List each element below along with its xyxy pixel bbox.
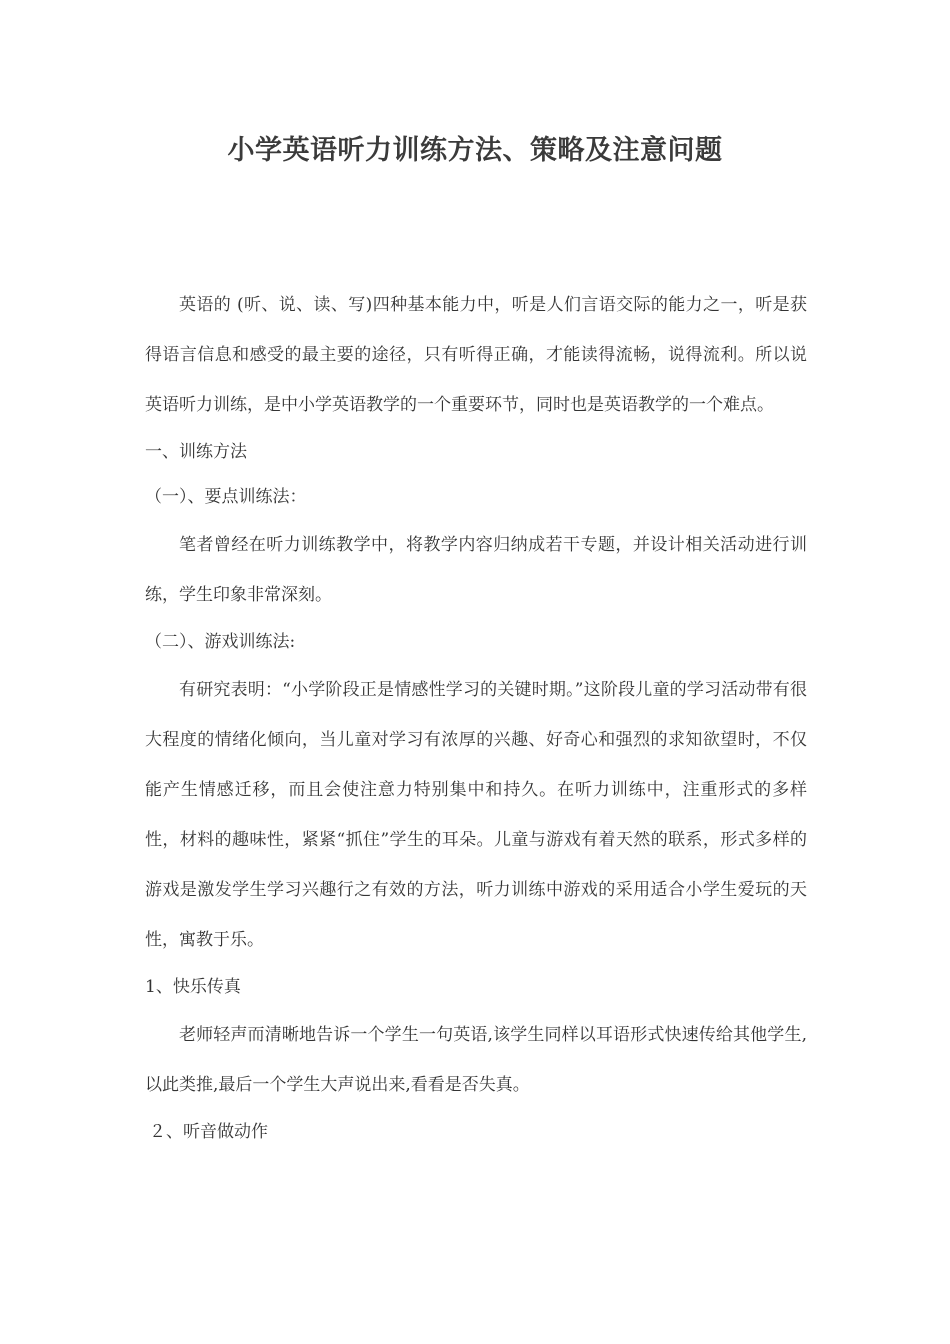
item-heading-happy-fax: 1、快乐传真 — [145, 977, 241, 997]
intro-paragraph: 英语的 (听、说、读、写)四种基本能力中，听是人们言语交际的能力之一，听是获得语言信息和感受的最主要的途径，只有听得正确，才能读得流畅，说得流利。所以说英语听力训练，是中小学英语教学的一个重要环节，同时也是英语教学的一个难点。 — [145, 295, 807, 415]
happy-fax-paragraph: 老师轻声而清晰地告诉一个学生一句英语,该学生同样以耳语形式快速传给其他学生,以此类推,最后一个学生大声说出来,看看是否失真。 — [145, 1025, 807, 1095]
subsection-heading-key-point: （一）、要点训练法： — [145, 487, 307, 507]
section-heading-training-methods: 一、训练方法 — [145, 442, 247, 462]
subsection-heading-game: （二）、游戏训练法: — [145, 632, 296, 652]
document-body — [145, 280, 807, 1155]
game-paragraph: 有研究表明：“小学阶段正是情感性学习的关键时期。”这阶段儿童的学习活动带有很大程度的情绪化倾向，当儿童对学习有浓厚的兴趣、好奇心和强烈的求知欲望时，不仅能产生情感迁移，而且会使注意力特别集中和持久。在听力训练中，注重形式的多样性，材料的趣味性，紧紧“抓住”学生的耳朵。儿童与游戏有着天然的联系，形式多样的游戏是激发学生学习兴趣行之有效的方法，听力训练中游戏的采用适合小学生爱玩的天性，寓教于乐。 — [145, 680, 807, 950]
key-point-paragraph: 笔者曾经在听力训练教学中，将教学内容归纳成若干专题，并设计相关活动进行训练，学生印象非常深刻。 — [145, 535, 807, 605]
item-heading-listen-act: ２、听音做动作 — [149, 1122, 268, 1142]
document-title: 小学英语听力训练方法、策略及注意问题 — [227, 135, 723, 166]
